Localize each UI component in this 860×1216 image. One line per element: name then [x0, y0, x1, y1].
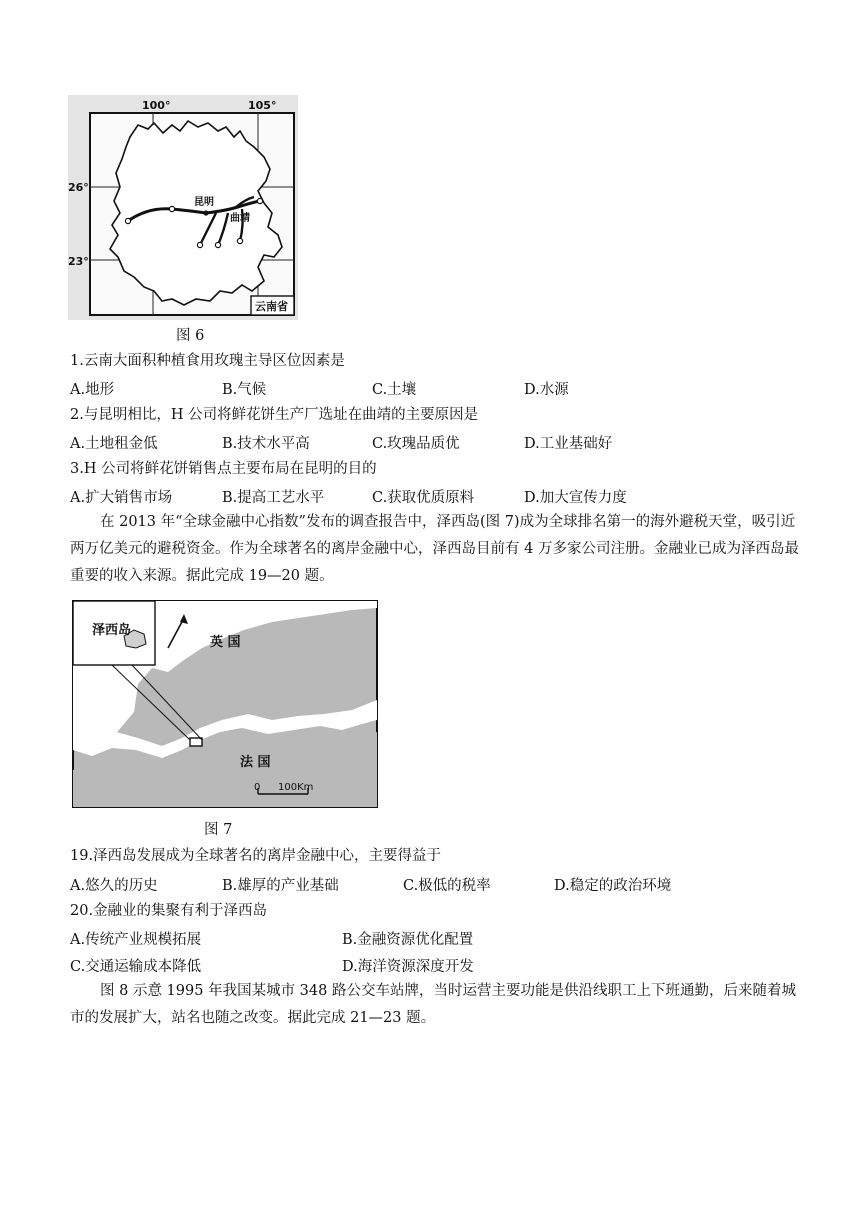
- jersey-label: 泽西岛: [92, 623, 132, 638]
- city-kunming-label: 昆明: [194, 197, 214, 208]
- scale-label: 100Km: [278, 782, 314, 793]
- figure-6-caption: 图 6: [176, 328, 205, 344]
- figure-6-map: [68, 95, 298, 320]
- q2-option-c: C.玫瑰品质优: [372, 436, 460, 452]
- q19-option-b: B.雄厚的产业基础: [222, 878, 339, 894]
- q19-option-d: D.稳定的政治环境: [554, 878, 672, 894]
- q2-option-b: B.技术水平高: [222, 436, 310, 452]
- q3-option-c: C.获取优质原料: [372, 490, 475, 506]
- lon-label-100: 100°: [142, 99, 171, 112]
- q3-option-b: B.提高工艺水平: [222, 490, 325, 506]
- q3-option-a: A.扩大销售市场: [70, 490, 173, 506]
- q20-option-d: D.海洋资源深度开发: [342, 959, 474, 975]
- jersey-intro-paragraph: 在 2013 年“全球金融中心指数”发布的调查报告中，泽西岛(图 7)成为全球排名第一的海外避税天堂，吸引近两万亿美元的避税资金。作为全球著名的离岸金融中心，泽西岛目前有 4 万多家公司注册。金融业已成为泽西岛最重要的收入来源。据此完成 19—20 题。: [70, 514, 799, 584]
- q19-option-a: A.悠久的历史: [70, 878, 158, 894]
- q19-stem: 19.泽西岛发展成为全球著名的离岸金融中心，主要得益于: [70, 848, 442, 864]
- france-label: 法 国: [240, 755, 271, 770]
- q19-option-c: C.极低的税率: [403, 878, 491, 894]
- q2-option-d: D.工业基础好: [524, 436, 613, 452]
- jersey-map-svg: [72, 600, 378, 808]
- q2-stem: 2.与昆明相比，H 公司将鲜花饼生产厂选址在曲靖的主要原因是: [70, 407, 479, 423]
- q1-stem: 1.云南大面积种植食用玫瑰主导区位因素是: [70, 353, 345, 369]
- q20-option-a: A.传统产业规模拓展: [70, 932, 202, 948]
- q1-option-c: C.土壤: [372, 382, 417, 398]
- q1-option-a: A.地形: [70, 382, 115, 398]
- uk-label: 英 国: [210, 635, 241, 650]
- q1-option-d: D.水源: [524, 382, 569, 398]
- yunnan-map-svg: [68, 95, 298, 320]
- province-label: 云南省: [255, 300, 288, 313]
- q20-stem: 20.金融业的集聚有利于泽西岛: [70, 903, 268, 919]
- figure-7-caption: 图 7: [204, 822, 233, 838]
- lat-label-26: 26°: [68, 181, 89, 194]
- q3-option-d: D.加大宣传力度: [524, 490, 627, 506]
- q3-stem: 3.H 公司将鲜花饼销售点主要布局在昆明的目的: [70, 461, 377, 477]
- bus-intro-paragraph: 图 8 示意 1995 年我国某城市 348 路公交车站牌，当时运营主要功能是供沿线职工上下班通勤，后来随着城市的发展扩大，站名也随之改变。据此完成 21—23 题。: [70, 983, 796, 1026]
- figure-7-map: [72, 600, 378, 808]
- lat-label-23: 23°: [68, 255, 89, 268]
- city-qujing-label: 曲靖: [230, 213, 250, 224]
- lon-label-105: 105°: [248, 99, 277, 112]
- q2-option-a: A.土地租金低: [70, 436, 158, 452]
- q20-option-b: B.金融资源优化配置: [342, 932, 474, 948]
- scale-zero: 0: [254, 782, 261, 793]
- q20-option-c: C.交通运输成本降低: [70, 959, 202, 975]
- q1-option-b: B.气候: [222, 382, 267, 398]
